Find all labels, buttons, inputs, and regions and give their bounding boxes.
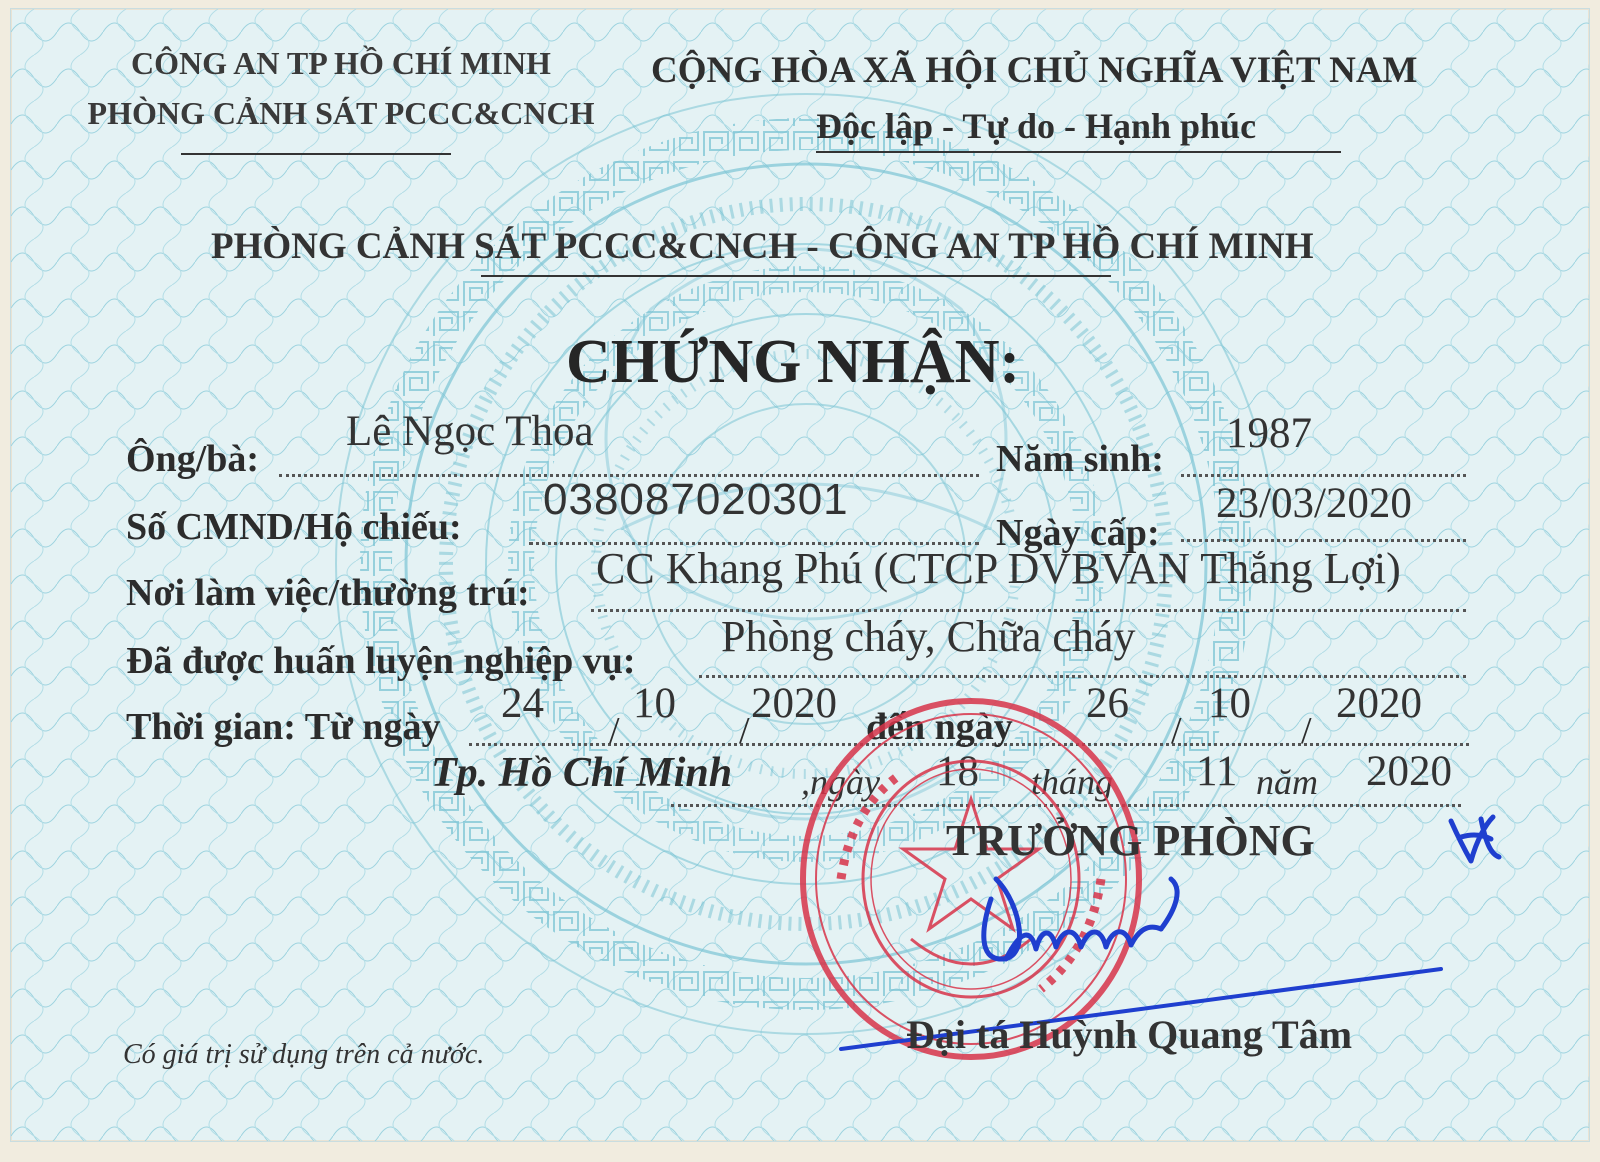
issue-date-value: 23/03/2020 bbox=[1216, 480, 1412, 527]
period-separator: / bbox=[1171, 710, 1182, 752]
workplace-label: Nơi làm việc/thường trú: bbox=[126, 572, 530, 614]
signing-day-label: ,ngày bbox=[801, 762, 880, 802]
name-label: Ông/bà: bbox=[126, 438, 260, 480]
period-from-month: 10 bbox=[633, 680, 676, 727]
id-number-value: 038087020301 bbox=[543, 475, 849, 524]
birth-year-dotted-line bbox=[1181, 474, 1466, 477]
signing-month: 11 bbox=[1196, 748, 1238, 795]
signing-place: Tp. Hồ Chí Minh bbox=[431, 750, 733, 796]
signing-day: 18 bbox=[936, 748, 979, 795]
header-left-underline bbox=[181, 153, 451, 155]
signing-year-label: năm bbox=[1256, 762, 1318, 802]
period-to-month: 10 bbox=[1208, 680, 1251, 727]
period-to-year: 2020 bbox=[1336, 680, 1422, 727]
workplace-value: CC Khang Phú (CTCP DVBVAN Thắng Lợi) bbox=[596, 544, 1401, 593]
issuer-underline bbox=[481, 275, 1111, 277]
period-separator: / bbox=[609, 710, 620, 752]
training-label: Đã được huấn luyện nghiệp vụ: bbox=[126, 640, 636, 682]
signing-month-label: tháng bbox=[1031, 762, 1114, 802]
certificate-card bbox=[10, 8, 1590, 1142]
period-separator: / bbox=[739, 710, 750, 752]
signing-year: 2020 bbox=[1366, 748, 1452, 795]
header-motto: Độc lập - Tự do - Hạnh phúc bbox=[816, 106, 1257, 146]
birth-year-value: 1987 bbox=[1226, 410, 1312, 457]
certificate-title: CHỨNG NHẬN: bbox=[566, 328, 1021, 396]
validity-note: Có giá trị sử dụng trên cả nước. bbox=[123, 1039, 485, 1070]
header-department: PHÒNG CẢNH SÁT PCCC&CNCH bbox=[87, 95, 595, 131]
birth-year-label: Năm sinh: bbox=[996, 438, 1164, 480]
signer-position: TRƯỞNG PHÒNG bbox=[946, 816, 1315, 865]
period-label: Thời gian: Từ ngày bbox=[126, 706, 441, 748]
period-to-day: 26 bbox=[1086, 680, 1129, 727]
issue-date-label: Ngày cấp: bbox=[996, 512, 1160, 554]
period-from-day: 24 bbox=[501, 680, 544, 727]
period-to-label: đến ngày bbox=[866, 706, 1013, 748]
name-value: Lê Ngọc Thoa bbox=[346, 408, 594, 455]
period-from-year: 2020 bbox=[751, 680, 837, 727]
header-right-underline bbox=[816, 151, 1341, 153]
id-number-label: Số CMND/Hộ chiếu: bbox=[126, 506, 462, 548]
header-ministry: CÔNG AN TP HỒ CHÍ MINH bbox=[131, 45, 551, 81]
issue-date-dotted-line bbox=[1181, 539, 1466, 542]
training-value: Phòng cháy, Chữa cháy bbox=[721, 612, 1136, 661]
header-country: CỘNG HÒA XÃ HỘI CHỦ NGHĨA VIỆT NAM bbox=[651, 50, 1418, 91]
training-dotted-line bbox=[699, 675, 1466, 678]
issuer-line: PHÒNG CẢNH SÁT PCCC&CNCH - CÔNG AN TP HỒ CHÍ MINH bbox=[211, 226, 1314, 267]
signer-name: Đại tá Huỳnh Quang Tâm bbox=[906, 1012, 1353, 1057]
period-separator: / bbox=[1301, 710, 1312, 752]
